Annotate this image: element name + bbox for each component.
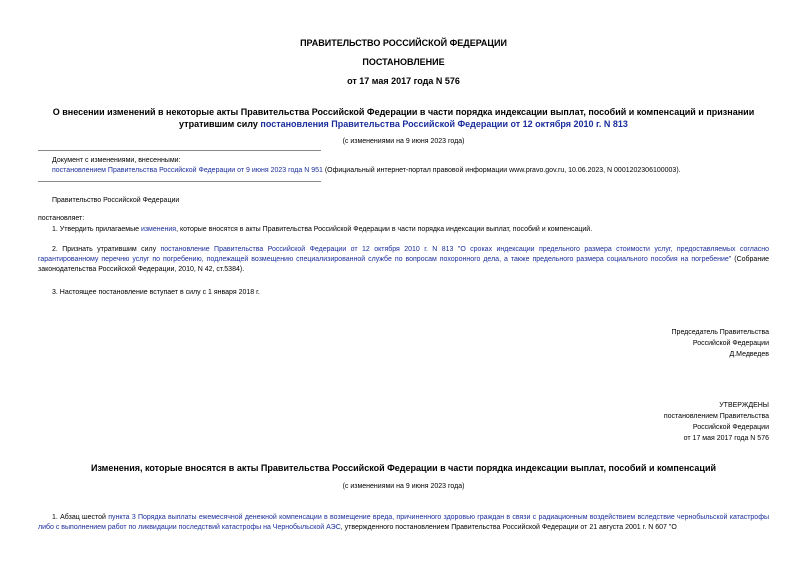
- p2-text-a: 2. Признать утратившим силу: [52, 246, 161, 253]
- signature-line-1: Председатель Правительства: [671, 329, 769, 336]
- issuer: Правительство Российской Федерации: [52, 197, 180, 204]
- approved-line-1: УТВЕРЖДЕНЫ: [719, 402, 769, 409]
- top-rule: [38, 150, 321, 151]
- document-date: от 17 мая 2017 года N 576: [347, 76, 460, 86]
- changes-link[interactable]: изменения: [140, 226, 177, 233]
- resolves: постановляет:: [38, 215, 85, 222]
- repealed-decree-link[interactable]: постановления Правительства Российской Федерации от 12 октября 2010 г. N 813: [260, 119, 628, 129]
- paragraph-1: [52, 225, 592, 235]
- p2-text-b: (Собрание законодательства Российской Федерации, 2010, N 42, ст.5384).: [38, 256, 769, 273]
- signature-line-2: Российской Федерации: [692, 340, 769, 347]
- signature-block: [672, 327, 769, 360]
- section-2-paragraph-1: [38, 513, 769, 533]
- amend-source: (Официальный интернет-портал правовой информации www.pravo.gov.ru, 10.06.2023, N 0001202306100003).: [322, 167, 681, 174]
- changes-note: (с изменениями на 9 июня 2023 года): [342, 138, 465, 145]
- document-title: [0, 106, 807, 130]
- s2p1-text-b: , утвержденного постановлением Правительства Российской Федерации от 21 августа 2001 г. N 607 "О: [340, 524, 677, 531]
- amend-line: [52, 166, 681, 176]
- government-heading: ПРАВИТЕЛЬСТВО РОССИЙСКОЙ ФЕДЕРАЦИИ: [300, 38, 507, 48]
- title-line-2: [0, 118, 807, 130]
- approved-block: [664, 400, 769, 444]
- title-line-1: О внесении изменений в некоторые акты Правительства Российской Федерации в части порядка индексации выплат, пособий и компенсаций и признании: [52, 107, 755, 117]
- p1-text-b: , которые вносятся в акты Правительства Российской Федерации в части порядка индексации выплат, пособий и компенсаций.: [176, 226, 593, 233]
- approved-line-3: Российской Федерации: [692, 424, 769, 431]
- amending-decree-link[interactable]: постановлением Правительства Российской Федерации от 9 июня 2023 года N 951: [52, 167, 323, 174]
- paragraph-3: 3. Настоящее постановление вступает в силу с 1 января 2018 г.: [52, 289, 260, 296]
- s2p1-text-a: 1. Абзац шестой: [52, 514, 109, 521]
- approved-line-4: от 17 мая 2017 года N 576: [683, 435, 769, 442]
- bottom-rule: [38, 181, 321, 182]
- paragraph-2: [38, 245, 769, 275]
- section-2-note: (с изменениями на 9 июня 2023 года): [342, 483, 465, 490]
- p1-text-a: 1. Утвердить прилагаемые: [52, 226, 141, 233]
- approved-line-2: постановлением Правительства: [663, 413, 769, 420]
- amend-label: Документ с изменениями, внесенными:: [52, 157, 181, 164]
- document-type: ПОСТАНОВЛЕНИЕ: [362, 57, 445, 67]
- signature-line-3: Д.Медведев: [729, 351, 769, 358]
- title-line-2-prefix: утратившим силу: [179, 119, 261, 129]
- clause-3-link[interactable]: пункта 3 Порядка выплаты ежемесячной денежной компенсации в возмещение вреда, причиненного здоровью граждан в связи с радиационным воздействием вследствие чернобыльской катастрофы либо с выполнением работ по ликвидации последствий катастрофы на Чернобыльской АЭС: [38, 514, 769, 531]
- section-2-title: Изменения, которые вносятся в акты Правительства Российской Федерации в части порядка индексации выплат, пособий и компенсаций: [90, 463, 717, 473]
- repealed-decree-813-link[interactable]: постановление Правительства Российской Федерации от 12 октября 2010 г. N 813 "О сроках индексации предельного размера стоимости услуг, предоставляемых согласно гарантированному перечню услуг по погребению, подлежащей возмещению специализированной службе по вопросам похоронного дела, а также предельного размера социального пособия на погребение": [38, 246, 769, 263]
